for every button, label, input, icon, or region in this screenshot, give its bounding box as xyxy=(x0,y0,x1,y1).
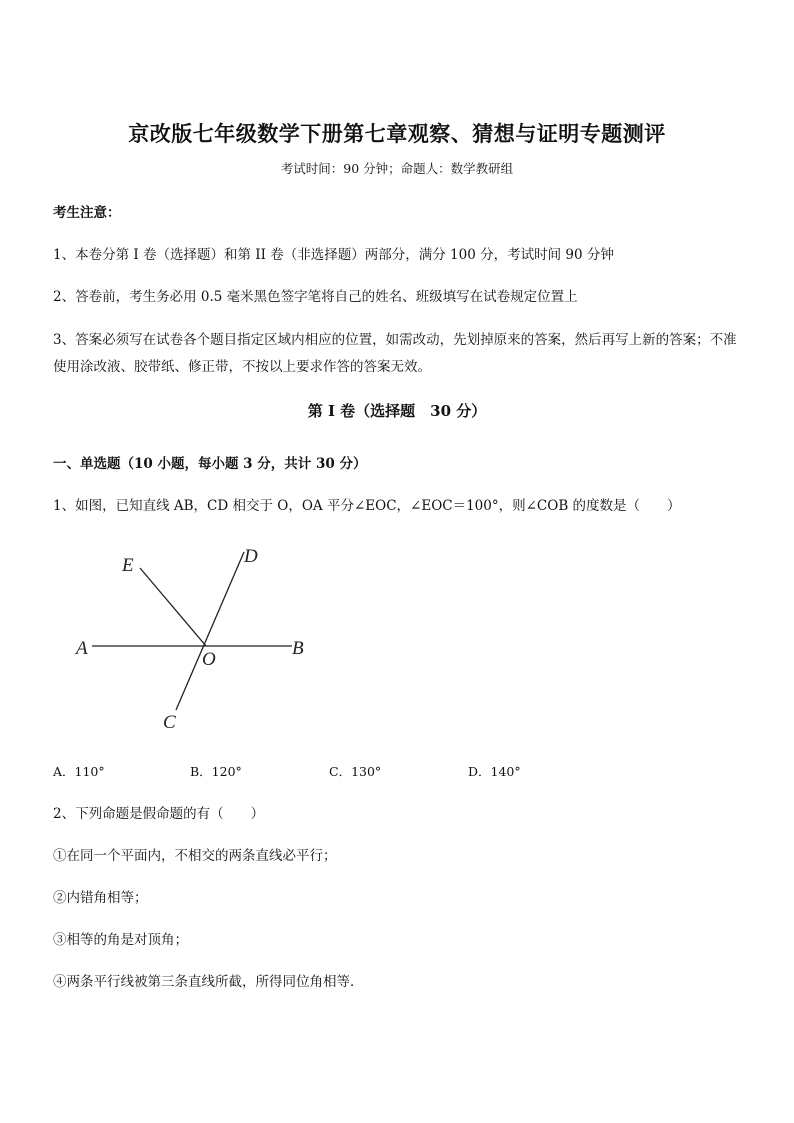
question-1-text: 1、如图，已知直线 AB，CD 相交于 O，OA 平分∠EOC，∠EOC＝100°，则∠COB 的度数是（ ） xyxy=(53,498,681,514)
notice-item-2: 2、答卷前，考生务必用 0.5 毫米黑色签字笔将自己的姓名、班级填写在试卷规定位置上 xyxy=(53,289,578,305)
section-title: 第 I 卷（选择题 30 分） xyxy=(307,402,487,420)
option-a[interactable]: A．110° xyxy=(53,764,105,779)
label-c: C xyxy=(163,712,176,733)
label-b: B xyxy=(292,638,304,659)
part-title: 一、单选题（10 小题，每小题 3 分，共计 30 分） xyxy=(53,456,367,472)
ray-oe xyxy=(140,568,206,646)
statement-1: ①在同一个平面内，不相交的两条直线必平行； xyxy=(53,848,337,864)
option-d[interactable]: D．140° xyxy=(468,764,521,779)
option-c[interactable]: C．130° xyxy=(329,764,382,779)
notice-heading: 考生注意： xyxy=(53,205,121,221)
statement-3: ③相等的角是对顶角； xyxy=(53,932,188,948)
label-a: A xyxy=(76,638,88,659)
label-e: E xyxy=(122,555,134,576)
question-2-text: 2、下列命题是假命题的有（ ） xyxy=(53,806,265,822)
geometry-figure xyxy=(72,538,322,738)
statement-4: ④两条平行线被第三条直线所截，所得同位角相等． xyxy=(53,974,364,990)
exam-subtitle: 考试时间：90 分钟；命题人：数学教研组 xyxy=(280,161,514,176)
label-o: O xyxy=(202,649,216,670)
notice-item-3: 3、答案必须写在试卷各个题目指定区域内相应的位置，如需改动，先划掉原来的答案，然后再写上新的答案；不准使用涂改液、胶带纸、修正带，不按以上要求作答的答案无效。 xyxy=(53,332,737,375)
option-b[interactable]: B．120° xyxy=(190,764,242,779)
label-d: D xyxy=(244,546,258,567)
notice-item-1: 1、本卷分第 I 卷（选择题）和第 II 卷（非选择题）两部分，满分 100 分，考试时间 90 分钟 xyxy=(53,247,614,263)
statement-2: ②内错角相等； xyxy=(53,890,148,906)
page-title: 京改版七年级数学下册第七章观察、猜想与证明专题测评 xyxy=(128,121,666,146)
line-cd xyxy=(176,552,244,710)
